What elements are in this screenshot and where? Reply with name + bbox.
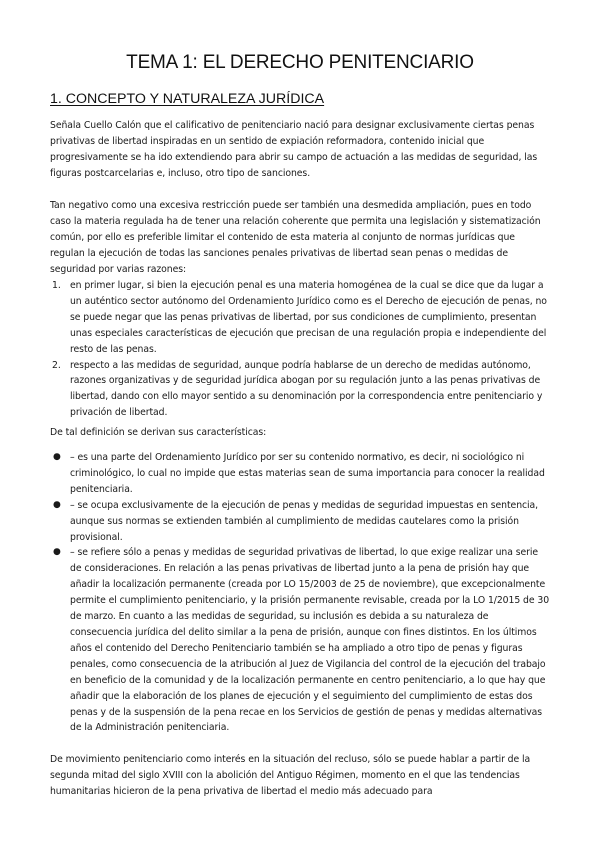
list-item-text: – se refiere sólo a penas y medidas de seguridad privativas de libertad, lo que exige realizar una serie de consideraciones. En relación a las penas privativas de libertad junto a la pena de prisión hay que añadir la localización permanente (creada por LO 15/2003 de 25 de noviembre), que excepcionalmente permite el cumplimiento penitenciario, y la prisión permanente revisable, creada por la LO 1/2015 de 30 de marzo. En cuanto a las medidas de seguridad, su inclusión es debida a su naturaleza de consecuencia jurídica del delito similar a la pena de prisión, aunque con fines distintos. En los últimos años el contenido del Derecho Penitenciario también se ha ampliado a otro tipo de penas y figuras penales, como consecuencia de la atribución al Juez de Vigilancia del control de la ejecución del trabajo en beneficio de la comunidad y de la localización permanente en centro penitenciario, a lo que hay que añadir que la elaboración de los planes de ejecución y el seguimiento del cumplimiento de estas dos penas y de la suspensión de la pena recae en los Servicios de gestión de penas y medidas alternativas de la Administración penitenciaria. bbox=[70, 547, 550, 734]
bullet-list bbox=[50, 450, 550, 736]
bullet-marker: ● bbox=[53, 452, 61, 462]
list-item bbox=[50, 498, 550, 546]
paragraph-restriction: Tan negativo como una excesiva restricción puede ser también una desmedida ampliación, pues en todo caso la materia regulada ha de tener una relación coherente que permita una legislación y sistematización común, por ello es preferible limitar el contenido de esta materia al conjunto de normas jurídicas que regulan la ejecución de todas las sanciones penales privativas de libertad sean penas o medidas de seguridad por varias razones: bbox=[50, 200, 541, 275]
list-item-text: – es una parte del Ordenamiento Jurídico por ser su contenido normativo, es decir, ni sociológico ni criminológico, lo cual no impide que estas materias sean de suma importancia para conocer la realidad penitenciaria. bbox=[70, 452, 545, 495]
bullet-marker: ● bbox=[53, 499, 61, 510]
bullet-marker: ● bbox=[53, 547, 61, 558]
list-item-text: respecto a las medidas de seguridad, aunque podría hablarse de un derecho de medidas autónomo, razones organizativas y de seguridad jurídica abogan por su regulación junto a las penas privativas de libertad, dando con ello mayor sentido a su denominación por la correspondencia entre penitenciario y privación de libertad. bbox=[70, 359, 543, 419]
paragraph-intro: Señala Cuello Calón que el calificativo de penitenciario nació para designar exclusivamente ciertas penas privativas de libertad inspiradas en un sentido de expiación reformadora, contenido inicial que progresivamente se ha ido extendiendo para abrir su campo de actuación a las medidas de seguridad, las figuras postcarcelarias e, incluso, otro tipo de sanciones. bbox=[50, 120, 538, 179]
section-heading: 1. CONCEPTO Y NATURALEZA JURÍDICA bbox=[50, 91, 325, 107]
list-item-text: – se ocupa exclusivamente de la ejecución de penas y medidas de seguridad impuestas en sentencia, aunque sus normas se extienden también al cumplimiento de medidas cautelares como la prisión provisional. bbox=[70, 499, 539, 543]
list-item bbox=[50, 278, 550, 358]
paragraph-characteristics: De tal definición se derivan sus características: bbox=[50, 427, 267, 438]
list-item bbox=[50, 545, 550, 736]
paragraph-movement: De movimiento penitenciario como interés en la situación del recluso, sólo se puede hablar a partir de la segunda mitad del siglo XVIII con la abolición del Antiguo Régimen, momento en el que las tendencias humanitarias hicieron de la pena privativa de libertad el medio más adecuado para bbox=[50, 754, 531, 797]
list-marker: 1. bbox=[52, 280, 61, 291]
list-item-text: en primer lugar, si bien la ejecución penal es una materia homogénea de la cual se dice que da lugar a un auténtico sector autónomo del Ordenamiento Jurídico como es el Derecho de ejecución de penas, no se puede negar que las penas privativas de libertad, por sus condiciones de cumplimiento, presentan unas especiales características de ejecución que precisan de una regulación propia e independiente del resto de las penas. bbox=[70, 280, 547, 355]
list-item bbox=[50, 450, 550, 498]
page-title: TEMA 1: EL DERECHO PENITENCIARIO bbox=[126, 52, 474, 73]
list-item bbox=[50, 358, 550, 422]
list-marker: 2. bbox=[52, 359, 61, 371]
numbered-list bbox=[50, 278, 550, 421]
